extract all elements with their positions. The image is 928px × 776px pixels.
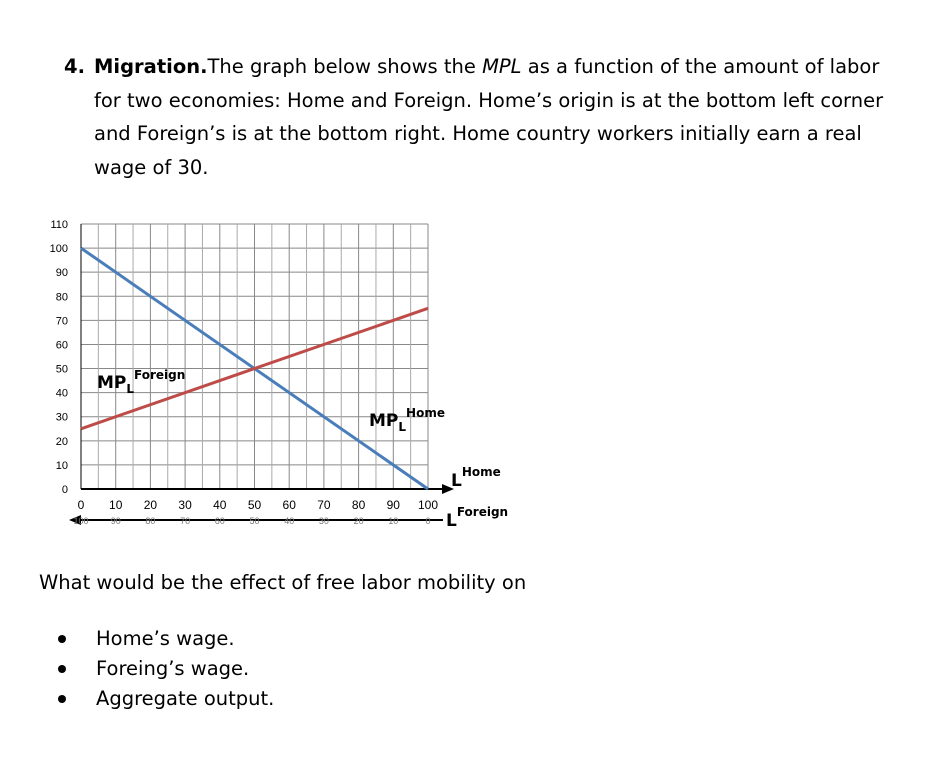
question-number: 4.	[64, 55, 85, 78]
x-tick-label: 50	[247, 498, 262, 512]
x-tick-label: 10	[109, 498, 123, 512]
label-mpl-foreign	[97, 368, 185, 396]
question-title: Migration.	[94, 55, 208, 78]
y-tick-label: 30	[55, 411, 68, 424]
y-tick-label: 80	[55, 291, 68, 304]
label-mpl-foreign-sub: L	[126, 382, 135, 396]
y-tick-label: 50	[55, 363, 68, 376]
label-mpl-foreign-sup: Foreign	[134, 368, 186, 382]
y-tick-label: 20	[55, 435, 68, 448]
foreign-tick-label: 40	[284, 516, 295, 526]
question-block	[64, 50, 904, 184]
y-tick-label: 60	[55, 339, 68, 352]
mpl-italic-term: MPL	[482, 55, 522, 78]
question-body	[94, 50, 904, 184]
y-tick-label: 70	[55, 315, 68, 328]
bullet-text: Foreing’s wage.	[96, 657, 250, 680]
bullet-home-wage	[58, 624, 274, 654]
label-l-home-sup: Home	[461, 465, 501, 479]
label-mpl-home-sub: L	[398, 420, 407, 434]
foreign-tick-label: 80	[145, 516, 156, 526]
foreign-tick-label: 30	[318, 516, 329, 526]
foreign-tick-label: 70	[180, 516, 191, 526]
y-tick-label: 100	[49, 243, 68, 256]
question-text-part-2: as a function of the amount of labor for two economies: Home and Foreign. Home’s origin is at the bottom left corner and Foreign’s is at the bottom right. Home country workers initially earn a real wage of 30.	[94, 55, 884, 179]
x-tick-label: 40	[213, 498, 227, 512]
bullet-dot-icon	[58, 635, 66, 643]
foreign-tick-label: 90	[110, 516, 121, 526]
chart-grid	[81, 224, 428, 489]
label-mpl-home	[369, 406, 445, 434]
label-mpl-foreign-main: MP	[97, 373, 127, 393]
foreign-tick-label: 10	[388, 516, 399, 526]
bullet-foreign-wage	[58, 654, 274, 684]
foreign-tick-label: 50	[249, 516, 260, 526]
y-tick-label: 10	[55, 459, 68, 472]
foreign-tick-label: 100	[73, 516, 89, 526]
x-tick-label: 20	[143, 498, 158, 512]
bullet-text: Aggregate output.	[96, 687, 275, 710]
bullet-dot-icon	[58, 665, 66, 673]
label-l-home-main: L	[451, 471, 462, 491]
label-mpl-home-sup: Home	[406, 406, 445, 420]
label-l-home	[451, 465, 501, 491]
x-tick-label: 0	[77, 498, 85, 512]
bullet-text: Home’s wage.	[96, 627, 235, 650]
x-tick-label: 60	[282, 498, 296, 512]
foreign-tick-label: 20	[353, 516, 364, 526]
mpl-chart	[30, 212, 530, 542]
y-tick-label: 110	[50, 219, 68, 231]
x-tick-label: 70	[317, 498, 331, 512]
x-tick-label: 90	[386, 498, 400, 512]
label-mpl-home-main: MP	[369, 411, 399, 431]
label-l-foreign-main: L	[446, 511, 457, 531]
label-l-foreign-sup: Foreign	[456, 505, 509, 519]
x-tick-label: 30	[178, 498, 192, 512]
question-prompt: What would be the effect of free labor mobility on	[39, 571, 527, 594]
foreign-tick-label: 0	[425, 516, 431, 526]
y-tick-label: 0	[61, 484, 68, 496]
bullet-aggregate-output	[58, 684, 274, 714]
foreign-tick-label: 60	[214, 516, 225, 526]
y-tick-label: 90	[55, 267, 68, 280]
question-text-part-1: The graph below shows the	[207, 55, 483, 78]
label-l-foreign	[446, 505, 508, 531]
y-tick-label: 40	[55, 387, 68, 400]
bullet-list	[58, 624, 274, 714]
x-tick-label: 100	[417, 498, 439, 512]
bullet-dot-icon	[58, 695, 66, 703]
x-tick-label: 80	[351, 498, 366, 512]
